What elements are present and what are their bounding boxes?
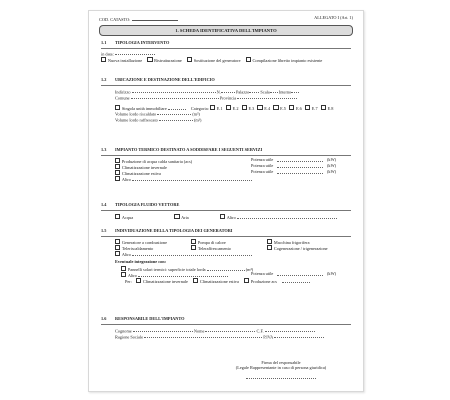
- category-e2[interactable]: E.2: [226, 105, 239, 112]
- section-1-3: [101, 148, 351, 182]
- singola-unita-field[interactable]: [168, 105, 186, 110]
- cf-label: C.F.: [256, 328, 264, 334]
- cod-catasto-field[interactable]: [132, 16, 178, 21]
- section-number: 1.3: [101, 147, 107, 152]
- gen-combustione[interactable]: Generatore a combustione: [115, 239, 167, 246]
- service-row-altro: [101, 176, 351, 182]
- potenza-label: Potenza utile: [251, 162, 274, 168]
- checkbox-icon[interactable]: [136, 278, 141, 283]
- checkbox-icon[interactable]: [174, 214, 179, 219]
- checkbox-icon[interactable]: [115, 214, 120, 219]
- checkbox-icon[interactable]: [147, 57, 152, 62]
- category-e1[interactable]: E.1: [210, 105, 223, 112]
- comune-label: Comune: [115, 95, 130, 101]
- checkbox-icon[interactable]: [244, 278, 249, 283]
- categoria-label: Categoria:: [190, 105, 209, 111]
- unit-m3: (m³): [192, 111, 200, 117]
- checkbox-icon[interactable]: [305, 105, 310, 110]
- gen-altro[interactable]: Altro: [115, 252, 131, 257]
- category-e3[interactable]: E.3: [242, 105, 255, 112]
- checkbox-icon[interactable]: [267, 245, 272, 250]
- fluido-aria[interactable]: Aria: [174, 214, 189, 221]
- checkbox-icon[interactable]: [115, 251, 120, 256]
- category-e6[interactable]: E.6: [289, 105, 302, 112]
- divider: [101, 48, 351, 49]
- section-1-2: [101, 78, 351, 123]
- unit-kw: (kW): [327, 168, 337, 174]
- per-label: Per:: [125, 278, 132, 284]
- checkbox-icon[interactable]: [115, 105, 120, 110]
- volume-raffrescato-field[interactable]: [159, 117, 193, 122]
- checkbox-icon[interactable]: [191, 239, 196, 244]
- potenza-field[interactable]: [277, 158, 323, 163]
- checkbox-icon[interactable]: [321, 105, 326, 110]
- checkbox-icon[interactable]: [115, 239, 120, 244]
- form-title: 1. SCHEDA IDENTIFICATIVA DELL'IMPIANTO: [99, 25, 353, 36]
- per-estiva[interactable]: Climatizzazione estiva: [193, 278, 239, 285]
- divider: [101, 324, 351, 325]
- unit-m2: (m²): [245, 266, 254, 272]
- checkbox-icon[interactable]: [193, 278, 198, 283]
- potenza-label: Potenza utile: [251, 270, 274, 276]
- service-option[interactable]: Produzione di acqua calda sanitaria (acs): [115, 159, 192, 164]
- cognome-label: Cognome: [115, 328, 132, 334]
- divider: [101, 236, 351, 237]
- gen-macchina-frigorifera[interactable]: Macchina frigorifera: [267, 239, 310, 246]
- pannelli-solari-option[interactable]: Pannelli solari termici: superficie totale lorda: [121, 267, 206, 272]
- header-row: [99, 16, 353, 22]
- unit-kw: (kW): [327, 156, 337, 162]
- checkbox-icon[interactable]: [121, 272, 126, 277]
- palazzo-label: Palazzo: [235, 89, 250, 95]
- provincia-label: Provincia: [219, 95, 237, 101]
- gen-teleriscaldamento[interactable]: Teleriscaldamento: [115, 245, 153, 252]
- potenza-field[interactable]: [277, 170, 323, 175]
- nome-field[interactable]: [205, 328, 255, 333]
- section-title: TIPOLOGIA INTERVENTO: [115, 40, 170, 45]
- piva-field[interactable]: [274, 334, 324, 339]
- integrazione-altro[interactable]: Altro: [121, 273, 137, 278]
- comune-field[interactable]: [131, 95, 219, 100]
- signature-block: [199, 361, 363, 379]
- indirizzo-field[interactable]: [132, 89, 216, 94]
- checkbox-icon[interactable]: [257, 105, 262, 110]
- section-title: TIPOLOGIA FLUIDO VETTORE: [115, 202, 180, 207]
- checkbox-icon[interactable]: [115, 245, 120, 250]
- potenza-label: Potenza utile: [251, 156, 274, 162]
- per-acs[interactable]: Produzione acs: [244, 278, 277, 285]
- interno-label: Interno: [278, 89, 292, 95]
- category-e4[interactable]: E.4: [257, 105, 270, 112]
- scala-label: Scala: [260, 89, 270, 95]
- indirizzo-label: Indirizzo: [115, 89, 131, 95]
- cod-catasto-label: COD. CATASTO:: [99, 17, 131, 22]
- scala-field[interactable]: [270, 89, 278, 94]
- service-option[interactable]: Climatizzazione estiva: [115, 171, 161, 176]
- nome-label: Nome: [193, 328, 205, 334]
- section-number: 1.5: [101, 228, 107, 233]
- checkbox-icon[interactable]: [210, 105, 215, 110]
- checkbox-icon[interactable]: [115, 176, 120, 181]
- checkbox-icon[interactable]: [246, 57, 251, 62]
- potenza-field[interactable]: [277, 164, 323, 169]
- altro-field[interactable]: [132, 176, 252, 181]
- section-1-4: [101, 203, 351, 220]
- checkbox-icon[interactable]: [242, 105, 247, 110]
- checkbox-icon[interactable]: [101, 57, 106, 62]
- option-compilazione[interactable]: Compilazione libretto impianto esistente: [246, 57, 323, 64]
- fluido-acqua[interactable]: Acqua: [115, 214, 133, 221]
- section-number: 1.6: [101, 316, 107, 321]
- divider: [101, 210, 351, 211]
- gen-altro-field[interactable]: [132, 251, 252, 256]
- section-1-6: [101, 317, 351, 340]
- section-1-1: [101, 41, 351, 63]
- category-e5[interactable]: E.5: [273, 105, 286, 112]
- numero-field[interactable]: [221, 89, 235, 94]
- in-data-field[interactable]: [115, 51, 155, 56]
- option-ristrutturazione[interactable]: Ristrutturazione: [147, 57, 182, 64]
- section-title: IMPIANTO TERMICO DESTINATO A SODDISFARE I SEGUENTI SERVIZI: [115, 147, 263, 152]
- checkbox-icon[interactable]: [273, 105, 278, 110]
- interno-field[interactable]: [291, 89, 299, 94]
- checkbox-icon[interactable]: [115, 164, 120, 169]
- section-title: RESPONSABILE DELL'IMPIANTO: [115, 316, 185, 321]
- signature-note: (Legale Rappresentante in caso di persona giuridica): [235, 364, 327, 370]
- divider: [101, 155, 351, 156]
- integrazione-altro-field[interactable]: [138, 272, 228, 277]
- section-title: UBICAZIONE E DESTINAZIONE DELL'EDIFICIO: [115, 77, 215, 82]
- fluido-altro[interactable]: Altro: [220, 215, 236, 220]
- eventuali-label: Eventuale integrazione con:: [115, 258, 167, 264]
- cognome-field[interactable]: [133, 328, 193, 333]
- checkbox-icon[interactable]: [115, 158, 120, 163]
- cod-catasto: [99, 16, 178, 23]
- singola-unita-option[interactable]: Singola unità immobiliare: [115, 106, 167, 111]
- divider: [101, 85, 351, 86]
- checkbox-icon[interactable]: [220, 214, 225, 219]
- pannelli-field[interactable]: [207, 266, 245, 271]
- per-field[interactable]: [282, 278, 310, 283]
- cf-field[interactable]: [265, 328, 315, 333]
- gen-pompa-calore[interactable]: Pompa di calore: [191, 239, 226, 246]
- in-data-label: in data:: [101, 51, 114, 57]
- fluido-altro-field[interactable]: [237, 214, 337, 219]
- potenza-label: Potenza utile: [251, 168, 274, 174]
- altro-option[interactable]: Altro: [115, 177, 131, 182]
- potenza-field[interactable]: [277, 272, 323, 277]
- provincia-field[interactable]: [237, 95, 297, 100]
- checkbox-icon[interactable]: [115, 170, 120, 175]
- checkbox-icon[interactable]: [289, 105, 294, 110]
- piva-label: P.IVA: [263, 334, 274, 340]
- section-1-5: [101, 229, 351, 284]
- palazzo-field[interactable]: [249, 89, 259, 94]
- signature-label: Firma del responsabile: [261, 360, 301, 365]
- volume-riscaldato-label: Volume lordo riscaldato: [115, 111, 157, 117]
- signature-field[interactable]: [246, 376, 316, 379]
- allegato-label: ALLEGATO I (Art. 1): [314, 15, 353, 20]
- category-e8[interactable]: E.8: [321, 105, 334, 112]
- checkbox-icon[interactable]: [267, 239, 272, 244]
- section-number: 1.2: [101, 77, 107, 82]
- checkbox-icon[interactable]: [226, 105, 231, 110]
- numero-label: N.: [216, 89, 221, 95]
- gen-cogenerazione[interactable]: Cogenerazione / trigenerazione: [267, 245, 328, 252]
- form-page: [88, 10, 364, 392]
- ragione-sociale-label: Ragione Sociale: [115, 334, 144, 340]
- unit-m3: (m³): [193, 117, 202, 123]
- checkbox-icon[interactable]: [121, 266, 126, 271]
- volume-raffrescato-label: Volume lordo raffrescato: [115, 117, 158, 123]
- option-nuova-installazione[interactable]: Nuova installazione: [101, 57, 142, 64]
- gen-teleraffrescamento[interactable]: Teleraffrescamento: [191, 245, 231, 252]
- volume-riscaldato-field[interactable]: [157, 111, 191, 116]
- checkbox-icon[interactable]: [191, 245, 196, 250]
- section-title: INDIVIDUAZIONE DELLA TIPOLOGIA DEI GENERATORI: [115, 228, 233, 233]
- checkbox-icon[interactable]: [187, 57, 192, 62]
- unit-kw: (kW): [327, 162, 337, 168]
- ragione-sociale-field[interactable]: [144, 334, 262, 339]
- category-e7[interactable]: E.7: [305, 105, 318, 112]
- section-number: 1.1: [101, 40, 107, 45]
- option-sostituzione[interactable]: Sostituzione del generatore: [187, 57, 241, 64]
- service-option[interactable]: Climatizzazione invernale: [115, 165, 167, 170]
- section-number: 1.4: [101, 202, 107, 207]
- per-invernale[interactable]: Climatizzazione invernale: [136, 278, 188, 285]
- unit-kw: (kW): [327, 270, 337, 276]
